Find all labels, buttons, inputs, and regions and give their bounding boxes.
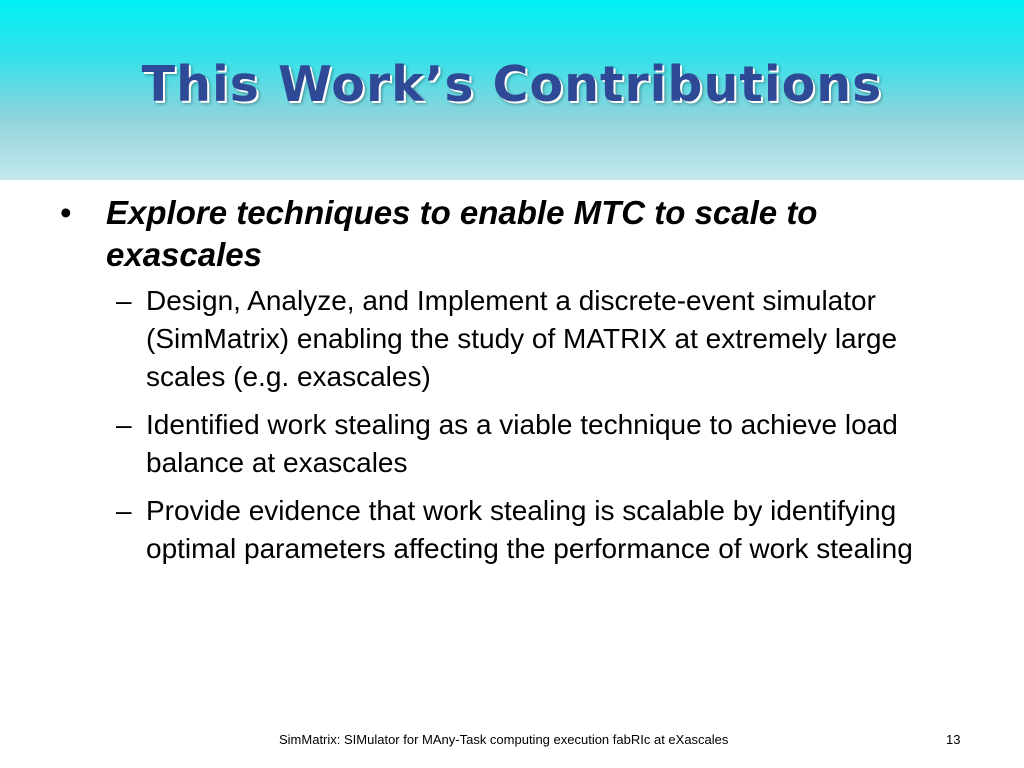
slide-title: This Work’s Contributions (141, 56, 883, 113)
dash-marker: – (116, 285, 132, 316)
slide-body (56, 192, 976, 578)
footer-caption: SimMatrix: SIMulator for MAny-Task computing execution fabRIc at eXascales (279, 732, 729, 747)
page-number: 13 (946, 732, 961, 747)
sub-bullet-text: Provide evidence that work stealing is scalable by identifying optimal parameters affecting the performance of work stealing (146, 495, 913, 564)
sub-bullet-list (116, 282, 976, 568)
sub-bullet-text: Design, Analyze, and Implement a discrete-event simulator (SimMatrix) enabling the study of MATRIX at extremely large scales (e.g. exascales) (146, 285, 898, 392)
dash-marker: – (116, 409, 132, 440)
sub-bullet-item (116, 492, 976, 568)
sub-bullet-item (116, 282, 976, 396)
title-banner (0, 0, 1024, 180)
bullet-text: Explore techniques to enable MTC to scale to exascales (106, 194, 818, 273)
sub-bullet-text: Identified work stealing as a viable technique to achieve load balance at exascales (146, 409, 898, 478)
bullet-marker: • (60, 194, 72, 231)
bullet-item (56, 192, 976, 276)
dash-marker: – (116, 495, 132, 526)
sub-bullet-item (116, 406, 976, 482)
